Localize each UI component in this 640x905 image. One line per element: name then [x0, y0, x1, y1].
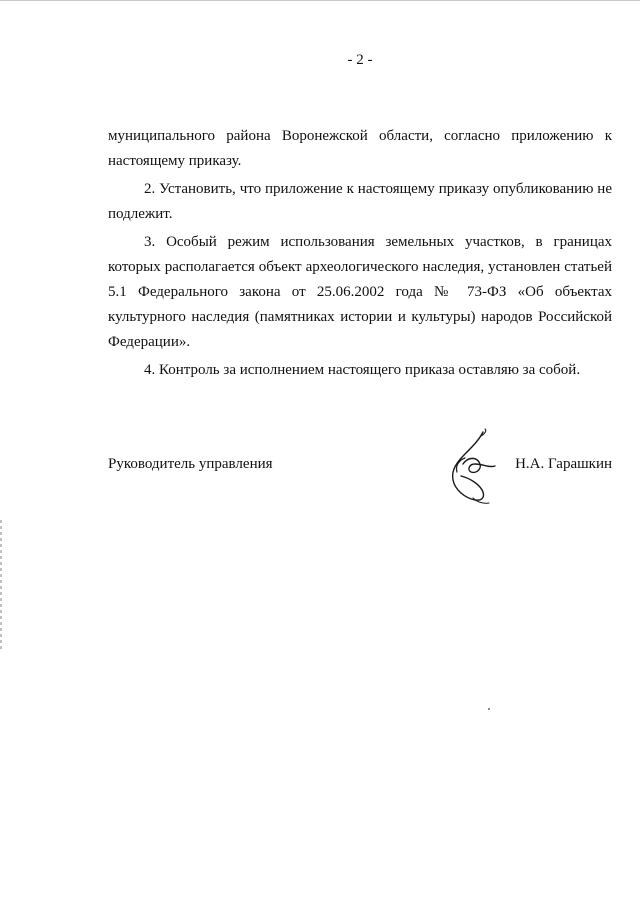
signatory-title: Руководитель управления	[108, 456, 273, 472]
page-number: - 2 -	[347, 52, 373, 68]
handwritten-signature	[443, 428, 501, 506]
paragraph-item-3: 3. Особый режим использования земельных участков, в границах которых располагается объект археологического наследия, установлен статьей 5.1 Федерального закона от 25.06.2002 года № 73-ФЗ «Об объектах культурного наследия (памятниках истории и культуры) народов Российской Федерации».	[108, 234, 612, 350]
page-top-border	[0, 0, 640, 1]
signatory-name: Н.А. Гарашкин	[515, 456, 612, 472]
paragraph-continuation: муниципального района Воронежской области, согласно приложению к настоящему приказу.	[108, 128, 612, 169]
scan-edge-marks	[0, 520, 2, 650]
paragraph-item-2: 2. Установить, что приложение к настоящему приказу опубликованию не подлежит.	[108, 181, 612, 222]
document-body	[108, 124, 612, 383]
paragraph-item-4: 4. Контроль за исполнением настоящего приказа оставляю за собой.	[144, 362, 581, 378]
scan-speck	[488, 708, 490, 710]
